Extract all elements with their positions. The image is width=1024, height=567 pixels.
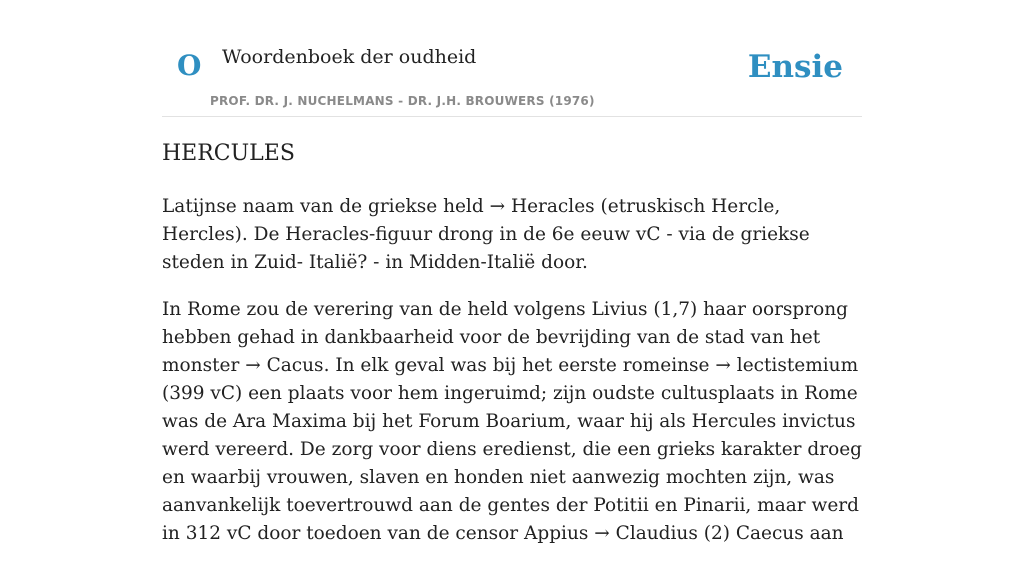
paragraph-text: aan [803, 522, 844, 544]
xref-label: Heracles [505, 195, 595, 217]
paragraph-text: (etruskisch Hercle, Hercles). De Heracles-figuur drong in de 6e eeuw vC - via de griekse steden in Zuid- Italië? - in Midden-Italië door. [162, 195, 810, 273]
xref-heracles[interactable] [490, 196, 595, 217]
xref-lectistemium[interactable] [715, 355, 858, 376]
arrow-right-icon: → [489, 195, 506, 217]
xref-label: Cacus [260, 354, 324, 376]
xref-cacus[interactable] [245, 355, 323, 376]
paragraph-text: . In elk geval was bij het eerste romeinse [323, 354, 716, 376]
book-authors: PROF. DR. J. NUCHELMANS - DR. J.H. BROUWERS (1976) [210, 94, 595, 108]
page-header [162, 0, 862, 117]
arrow-right-icon: → [715, 354, 731, 376]
xref-label: lectistemium [730, 354, 859, 376]
arrow-right-icon: → [594, 522, 610, 544]
entry-content [162, 140, 862, 567]
entry-paragraph-1 [162, 193, 862, 277]
paragraph-text: (399 vC) een plaats voor hem ingeruimd; zijn oudste cultusplaats in Rome was de Ara Maxima bij het Forum Boarium, waar hij als Hercules invictus werd vereerd. De zorg voor diens eredienst, die een grieks karakter droeg en waarbij vrouwen, slaven en honden niet aanwezig mochten zijn, was aanvankelijk toevertrouwd aan de gentes der Potitii en Pinarii, maar werd in 312 vC door toedoen van de censor Appius [162, 382, 863, 544]
book-logo[interactable]: O [177, 49, 202, 82]
xref-claudius-caecus[interactable] [594, 523, 803, 544]
xref-label: Claudius (2) Caecus [609, 522, 804, 544]
paragraph-text: Latijnse naam van de griekse held [162, 195, 490, 217]
ensie-brand-logo[interactable]: Ensie [747, 49, 843, 85]
paragraph-text: In Rome zou de verering van de held volgens Livius (1,7) haar oorsprong hebben gehad in dankbaarheid voor de bevrijding van de stad van het monster [162, 298, 849, 376]
arrow-right-icon: → [245, 354, 261, 376]
book-title-link[interactable]: Woordenboek der oudheid [222, 46, 477, 68]
entry-paragraph-2 [162, 296, 862, 548]
entry-title: HERCULES [162, 141, 295, 166]
